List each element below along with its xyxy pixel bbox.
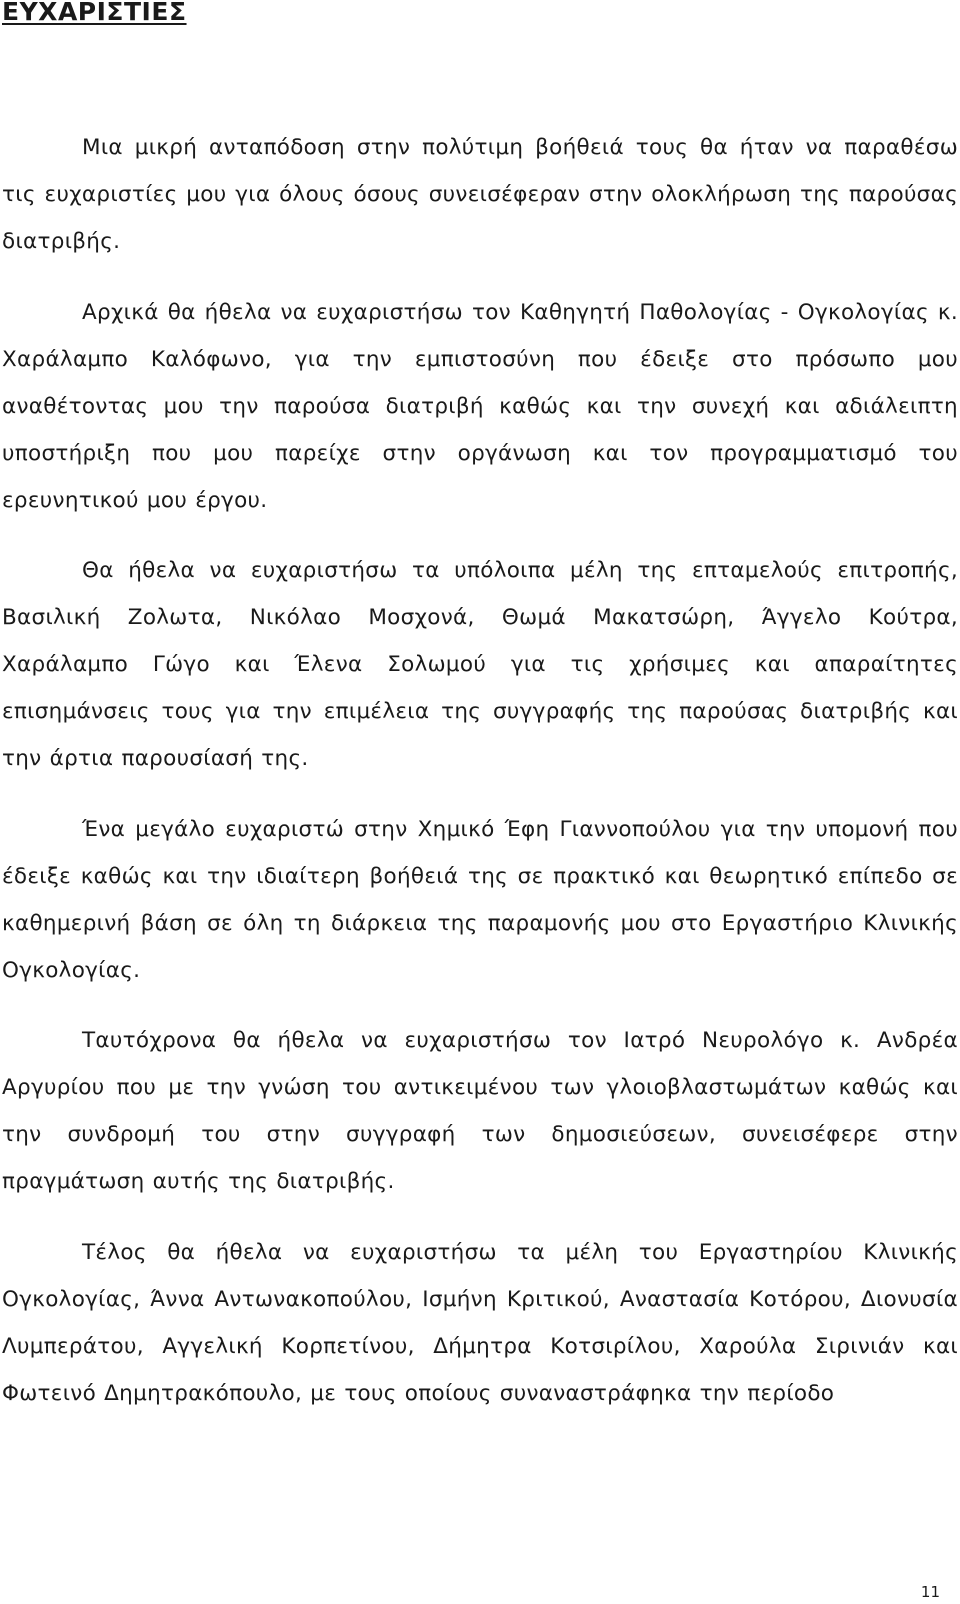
paragraph-intro: Μια μικρή ανταπόδοση στην πολύτιμη βοήθειά τους θα ήταν να παραθέσω τις ευχαριστίες μου για όλους όσους συνεισέφεραν στην ολοκλήρωση της παρούσας διατριβής. [2, 135, 958, 254]
paragraph-chemist: Ένα μεγάλο ευχαριστώ στην Χημικό Έφη Γιαννοπούλου για την υπομονή που έδειξε καθώς και την ιδιαίτερη βοήθειά της σε πρακτικό και θεωρητικό επίπεδο σε καθημερινή βάση σε όλη τη διάρκεια της παραμονής μου στο Εργαστήριο Κλινικής Ογκολογίας. [2, 816, 958, 983]
paragraph-neurologist: Ταυτόχρονα θα ήθελα να ευχαριστήσω τον Ιατρό Νευρολόγο κ. Ανδρέα Αργυρίου που με την γνώση του αντικειμένου των γλοιοβλαστωμάτων καθώς και την συνδρομή του στην συγγραφή των δημοσιεύσεων, συνεισέφερε στην πραγμάτωση αυτής της διατριβής. [2, 1028, 958, 1194]
paragraph-committee: Θα ήθελα να ευχαριστήσω τα υπόλοιπα μέλη της επταμελούς επιτροπής, Βασιλική Ζολωτα, Νικόλαο Μοσχονά, Θωμά Μακατσώρη, Άγγελο Κούτρα, Χαράλαμπο Γώγο και Έλενα Σολωμού για τις χρήσιμες και απαραίτητες επισημάνσεις τους για την επιμέλεια της συγγραφής της παρούσας διατριβής και την άρτια παρουσίασή της. [2, 558, 958, 771]
paragraph-lab-members: Τέλος θα ήθελα να ευχαριστήσω τα μέλη του Εργαστηρίου Κλινικής Ογκολογίας, Άννα Αντωνακοπούλου, Ισμήνη Κριτικού, Αναστασία Κοτόρου, Διονυσία Λυμπεράτου, Αγγελική Κορπετίνου, Δήμητρα Κοτσιρίλου, Χαρούλα Σιρινιάν και Φωτεινό Δημητρακόπουλο, με τους οποίους συναναστράφηκα την περίοδο [2, 1239, 958, 1406]
page-title: ΕΥΧΑΡΙΣΤΙΕΣ [2, 0, 187, 26]
paragraph-supervisor: Αρχικά θα ήθελα να ευχαριστήσω τον Καθηγητή Παθολογίας - Ογκολογίας κ. Χαράλαμπο Καλόφωνο, για την εμπιστοσύνη που έδειξε στο πρόσωπο μου αναθέτοντας μου την παρούσα διατριβή καθώς και την συνεχή και αδιάλειπτη υποστήριξη που μου παρείχε στην οργάνωση και τον προγραμματισμό του ερευνητικού μου έργου. [2, 299, 958, 513]
page-number: 11 [920, 1583, 940, 1601]
document-body [2, 124, 958, 1440]
